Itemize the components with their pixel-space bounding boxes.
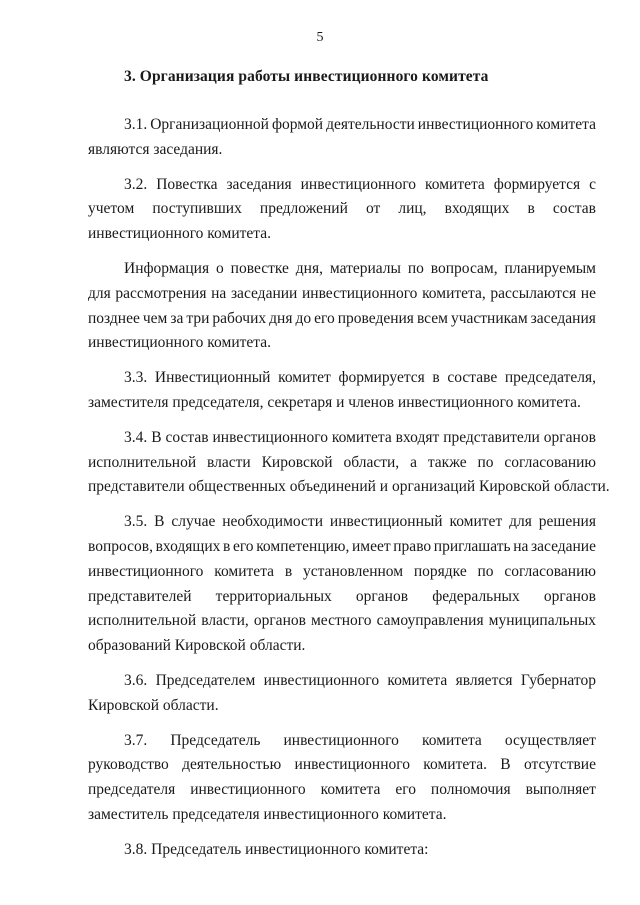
- word: выполняет: [525, 781, 596, 799]
- word: области,: [343, 453, 400, 471]
- word: приглашать: [433, 537, 511, 555]
- paragraph-line: [88, 113, 596, 138]
- word: проведения: [337, 309, 414, 327]
- word: В: [154, 513, 165, 531]
- word: комитета: [425, 175, 485, 193]
- word: по: [477, 562, 494, 580]
- word: в: [223, 537, 231, 555]
- word: инвестиционного: [417, 116, 534, 133]
- word: Организационной: [150, 116, 269, 133]
- paragraph-line: Кировской области.: [88, 696, 219, 714]
- word: имеет: [352, 537, 391, 555]
- word: материалы: [329, 259, 401, 277]
- word: органов: [253, 612, 306, 630]
- paragraph: [88, 113, 596, 163]
- paragraph-line: инвестиционного комитета.: [88, 225, 271, 243]
- word: 3.1.: [124, 116, 148, 133]
- word: а: [410, 453, 417, 471]
- word: представители: [443, 428, 540, 446]
- paragraph-line: [88, 257, 596, 282]
- word: Председателем: [155, 671, 256, 689]
- word: за: [170, 309, 184, 327]
- word: входящих: [444, 200, 510, 218]
- word: заседании: [230, 284, 298, 302]
- word: его: [395, 781, 416, 799]
- paragraph-line: [88, 609, 596, 634]
- word: три: [186, 309, 210, 327]
- word: В: [151, 428, 162, 446]
- paragraph: [88, 366, 596, 416]
- word: руководство: [88, 756, 169, 774]
- word: от: [365, 200, 381, 218]
- word: формой: [271, 116, 324, 133]
- paragraph-line: [88, 282, 596, 307]
- document-body: [88, 113, 610, 873]
- word: 3.7.: [124, 731, 148, 749]
- paragraph-line: заместитель председателя инвестиционного комитета.: [88, 805, 447, 823]
- word: комитет: [278, 369, 331, 387]
- paragraph-line: [88, 307, 596, 332]
- word: органов: [543, 428, 596, 446]
- word: согласованию: [504, 453, 596, 471]
- word: повестке: [230, 259, 289, 277]
- paragraph-line: инвестиционного комитета.: [88, 334, 271, 352]
- word: лиц,: [398, 200, 427, 218]
- word: о: [216, 259, 224, 277]
- word: федеральных: [432, 587, 520, 605]
- word: на: [211, 284, 227, 302]
- word: 3.6.: [124, 671, 148, 689]
- word: муниципальных: [488, 612, 596, 630]
- word: Информация: [124, 259, 210, 277]
- word: заседания: [226, 175, 292, 193]
- word: предложений: [259, 200, 348, 218]
- paragraph-line: [88, 366, 596, 391]
- word: состав: [165, 428, 209, 446]
- paragraph-line: [88, 426, 596, 451]
- word: комитета: [536, 116, 596, 133]
- paragraph-line: [88, 778, 596, 803]
- word: не: [580, 284, 596, 302]
- paragraph-line: представители общественных объединений и организаций Кировской области.: [88, 478, 610, 496]
- word: для: [88, 284, 111, 302]
- word: деятельностью: [182, 756, 282, 774]
- word: комитета.: [423, 756, 487, 774]
- paragraph-line: [88, 173, 596, 198]
- word: заседания: [530, 309, 596, 327]
- paragraph-line: [88, 510, 596, 535]
- word: комитета: [422, 731, 482, 749]
- word: исполнительной: [88, 453, 197, 471]
- word: В: [500, 756, 511, 774]
- word: 3.5.: [124, 513, 148, 531]
- word: самоуправления: [376, 612, 484, 630]
- paragraph: [88, 173, 596, 247]
- paragraph: [88, 257, 596, 356]
- word: инвестиционного: [212, 428, 328, 446]
- word: комитета: [214, 562, 275, 580]
- word: на: [513, 537, 529, 555]
- word: комитет: [449, 513, 503, 531]
- word: формируется: [493, 175, 581, 193]
- word: 3.2.: [124, 175, 148, 193]
- word: необходимости: [222, 513, 323, 531]
- word: является: [455, 671, 513, 689]
- word: его: [232, 537, 254, 555]
- word: в: [527, 200, 535, 218]
- word: рассмотрения: [115, 284, 207, 302]
- word: случае: [171, 513, 216, 531]
- word: власти: [207, 453, 251, 471]
- word: компетенцию,: [256, 537, 350, 555]
- word: также: [427, 453, 467, 471]
- word: поступивших: [152, 200, 242, 218]
- word: учетом: [88, 200, 135, 218]
- paragraph-line: [88, 560, 596, 585]
- word: комитета: [320, 781, 381, 799]
- paragraph-line: [88, 669, 596, 694]
- word: председателя,: [504, 369, 596, 387]
- word: вопросам,: [430, 259, 498, 277]
- paragraph-line: [88, 197, 596, 222]
- word: председателя: [88, 781, 176, 799]
- paragraph: [88, 669, 596, 719]
- section-heading: 3. Организация работы инвестиционного комитета: [124, 68, 489, 85]
- word: дня,: [295, 259, 323, 277]
- word: комитета: [331, 428, 392, 446]
- word: местного: [311, 612, 372, 630]
- word: полномочия: [430, 781, 511, 799]
- word: право: [393, 537, 432, 555]
- paragraph: [88, 510, 596, 659]
- word: составе: [447, 369, 498, 387]
- word: чем: [142, 309, 168, 327]
- word: для: [509, 513, 532, 531]
- word: инвестиционного: [263, 671, 380, 689]
- paragraph-line: являются заседания.: [88, 140, 223, 158]
- word: позднее: [88, 309, 140, 327]
- word: в: [284, 562, 293, 580]
- word: дня: [269, 309, 293, 327]
- word: Председатель: [170, 731, 261, 749]
- paragraph-line: образований Кировской области.: [88, 637, 306, 655]
- word: входят: [395, 428, 440, 446]
- word: порядке: [413, 562, 467, 580]
- word: органов: [355, 587, 409, 605]
- word: входящих: [155, 537, 221, 555]
- word: состав: [552, 200, 596, 218]
- paragraph: [88, 426, 610, 500]
- page-number: 5: [316, 30, 324, 45]
- word: решения: [538, 513, 596, 531]
- word: согласованию: [504, 562, 596, 580]
- word: инвестиционный: [329, 513, 443, 531]
- word: комитета,: [422, 284, 486, 302]
- paragraph-line: заместителя председателя, секретаря и членов инвестиционного комитета.: [88, 393, 581, 411]
- paragraph-line: 3.8. Председатель инвестиционного комитета:: [124, 840, 429, 858]
- word: инвестиционного: [283, 731, 399, 749]
- word: инвестиционного: [294, 756, 410, 774]
- paragraph-line: [88, 729, 596, 754]
- word: деятельности: [326, 116, 415, 133]
- word: по: [407, 259, 424, 277]
- word: осуществляет: [504, 731, 596, 749]
- paragraph-line: [88, 585, 596, 610]
- word: с: [589, 175, 596, 193]
- word: представителей: [88, 587, 192, 605]
- word: установленном: [302, 562, 404, 580]
- word: Губернатор: [520, 671, 596, 689]
- word: рабочих: [212, 309, 267, 327]
- paragraph-line: [88, 753, 596, 778]
- word: Повестка: [156, 175, 218, 193]
- word: до: [295, 309, 312, 327]
- word: Кировской: [261, 453, 333, 471]
- word: формируется: [338, 369, 425, 387]
- word: в: [432, 369, 440, 387]
- word: исполнительной: [88, 612, 197, 630]
- word: 3.4.: [124, 428, 148, 446]
- paragraph-line: [88, 535, 596, 560]
- word: по: [477, 453, 494, 471]
- word: 3.3.: [124, 369, 148, 387]
- word: власти,: [201, 612, 249, 630]
- word: участникам: [450, 309, 528, 327]
- word: территориальных: [215, 587, 332, 605]
- word: инвестиционного: [190, 781, 306, 799]
- word: рассылаются: [490, 284, 577, 302]
- word: комитета: [387, 671, 448, 689]
- word: инвестиционного: [301, 284, 418, 302]
- paragraph: [88, 838, 596, 863]
- word: планируемым: [504, 259, 596, 277]
- word: вопросов,: [88, 537, 153, 555]
- word: его: [314, 309, 335, 327]
- word: инвестиционного: [300, 175, 417, 193]
- paragraph-line: [88, 451, 596, 476]
- paragraph: [88, 729, 596, 828]
- word: инвестиционного: [88, 562, 204, 580]
- word: заседание: [531, 537, 596, 555]
- word: всем: [416, 309, 448, 327]
- word: органов: [543, 587, 596, 605]
- word: Инвестиционный: [154, 369, 271, 387]
- word: отсутствие: [523, 756, 596, 774]
